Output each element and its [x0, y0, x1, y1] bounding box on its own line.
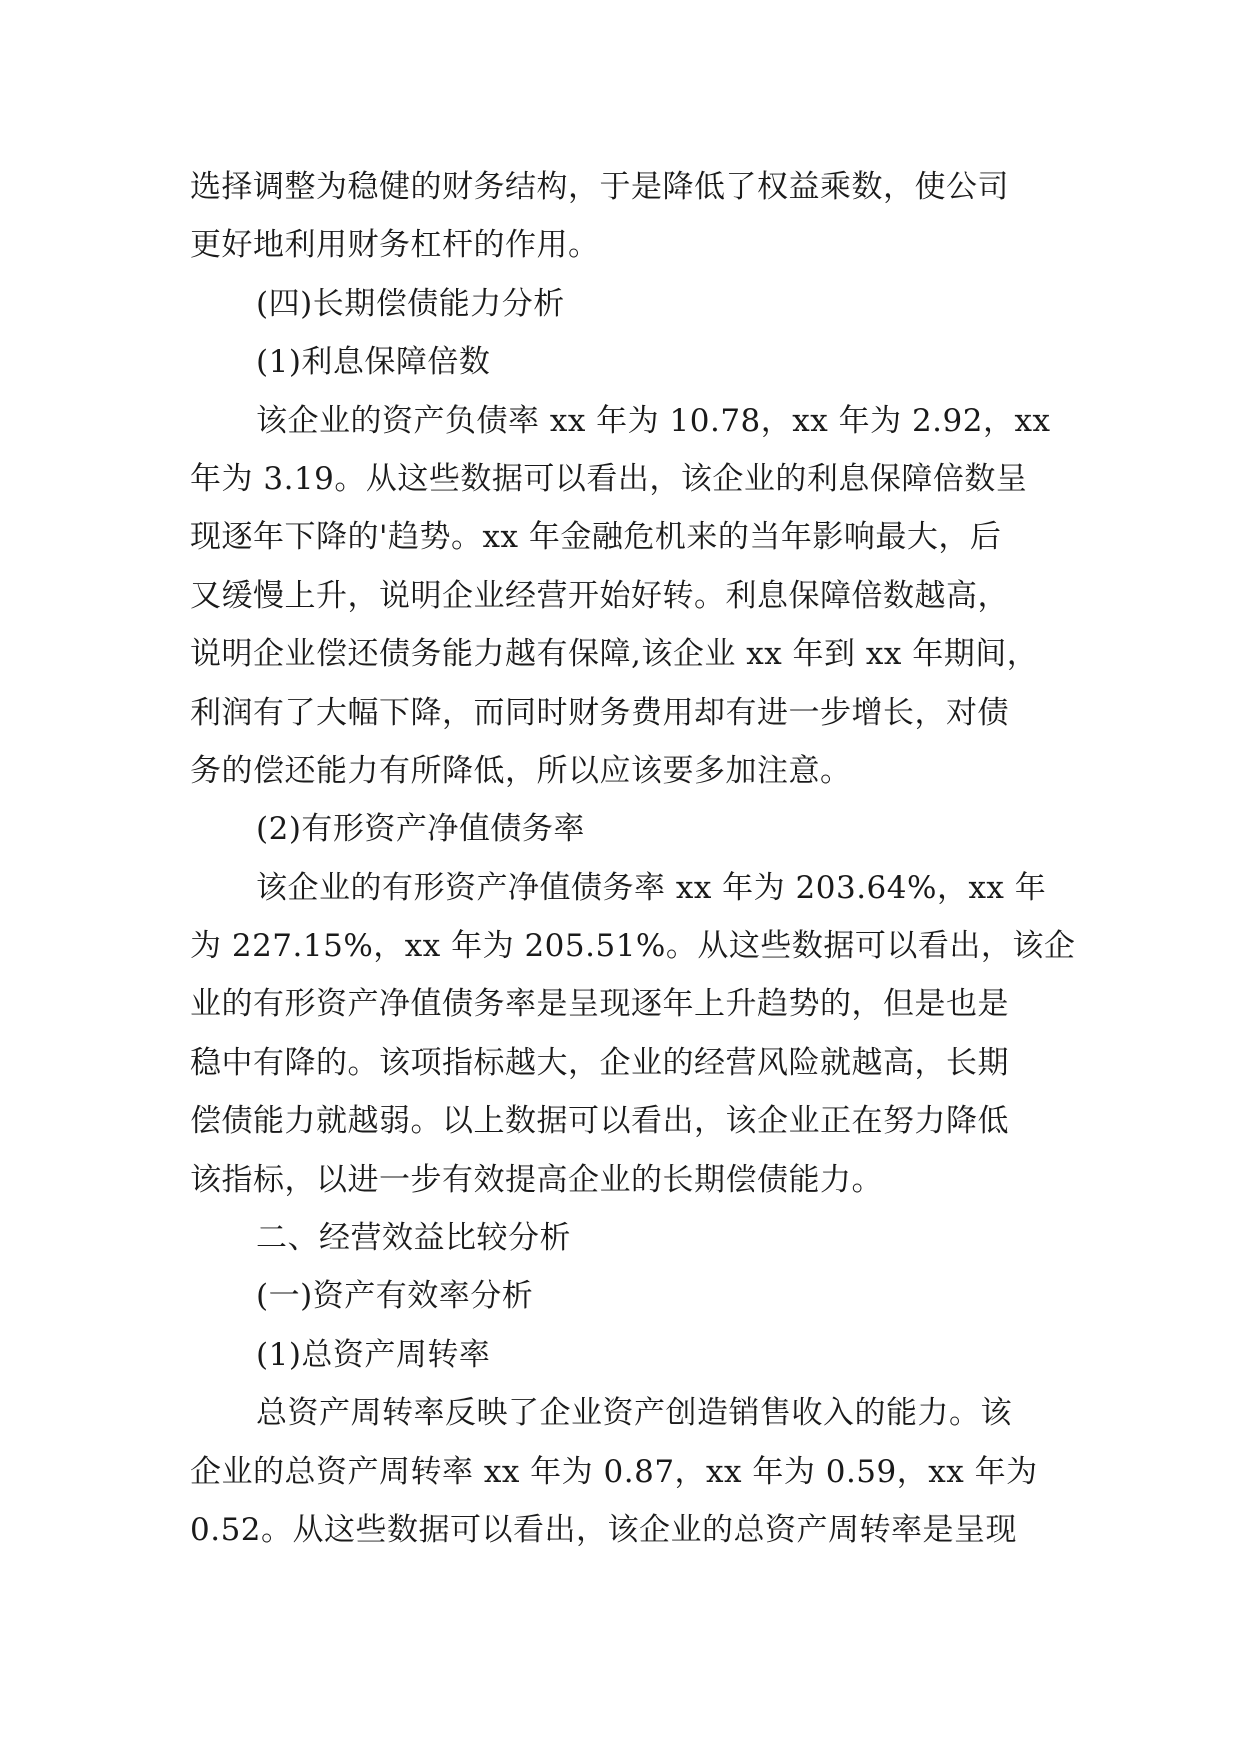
paragraph-first-line: 该企业的资产负债率 xx 年为 10.78，xx 年为 2.92，xx	[256, 402, 1051, 439]
text-line: 现逐年下降的'趋势。xx 年金融危机来的当年影响最大，后	[190, 519, 1002, 556]
text-line: 企业的总资产周转率 xx 年为 0.87，xx 年为 0.59，xx 年为	[190, 1453, 1038, 1490]
subsection-heading: (1)利息保障倍数	[256, 344, 491, 381]
text-line: 更好地利用财务杠杆的作用。	[190, 227, 600, 264]
text-line: 务的偿还能力有所降低，所以应该要多加注意。	[190, 752, 852, 789]
text-line: 0.52。从这些数据可以看出，该企业的总资产周转率是呈现	[190, 1511, 1018, 1548]
paragraph-first-line: 该企业的有形资产净值债务率 xx 年为 203.64%，xx 年	[256, 869, 1047, 906]
text-line: 年为 3.19。从这些数据可以看出，该企业的利息保障倍数呈	[190, 460, 1028, 497]
text-line: 稳中有降的。该项指标越大，企业的经营风险就越高，长期	[190, 1044, 1009, 1081]
text-line: 说明企业偿还债务能力越有保障,该企业 xx 年到 xx 年期间，	[190, 636, 1039, 673]
paragraph-first-line: 总资产周转率反映了企业资产创造销售收入的能力。该	[256, 1395, 1012, 1432]
subsection-heading: (1)总资产周转率	[256, 1336, 491, 1373]
section-heading: (一)资产有效率分析	[256, 1278, 534, 1315]
text-line: 偿债能力就越弱。以上数据可以看出，该企业正在努力降低	[190, 1103, 1009, 1140]
text-line: 该指标，以进一步有效提高企业的长期偿债能力。	[190, 1161, 883, 1198]
text-line: 利润有了大幅下降，而同时财务费用却有进一步增长，对债	[190, 694, 1009, 731]
text-line: 选择调整为稳健的财务结构，于是降低了权益乘数，使公司	[190, 169, 1009, 205]
text-line: 为 227.15%，xx 年为 205.51%。从这些数据可以看出，该企	[190, 928, 1076, 965]
section-heading: (四)长期偿债能力分析	[256, 285, 565, 322]
text-line: 又缓慢上升，说明企业经营开始好转。利息保障倍数越高，	[190, 577, 1009, 614]
text-line: 业的有形资产净值债务率是呈现逐年上升趋势的，但是也是	[190, 986, 1009, 1023]
document-body	[190, 158, 1076, 1559]
subsection-heading: (2)有形资产净值债务率	[256, 811, 585, 848]
section-heading: 二、经营效益比较分析	[256, 1220, 571, 1257]
